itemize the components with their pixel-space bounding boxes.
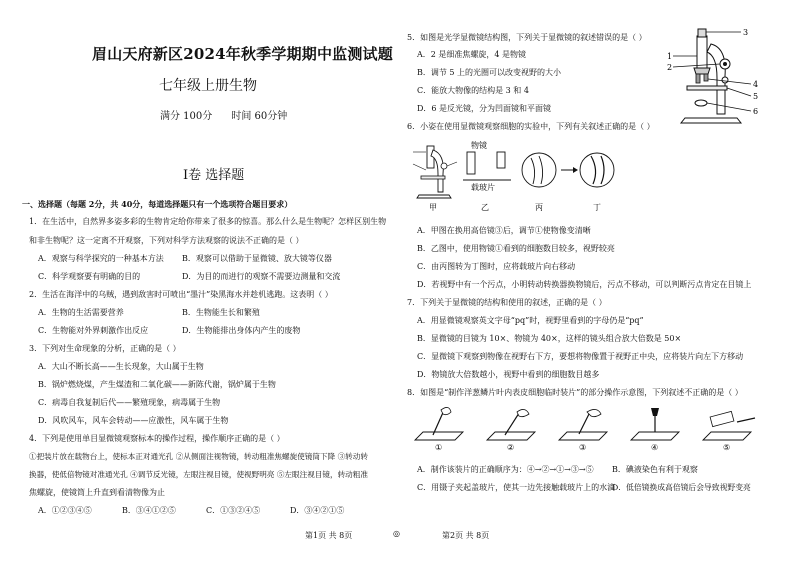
fig-label-yi: 乙 xyxy=(481,203,489,212)
q7-stem: 7．下列关于显微镜的结构和使用的叙述，正确的是（ ） xyxy=(407,298,607,307)
q2-option-c: C．生物能对外界刺激作出反应 xyxy=(38,326,149,335)
svg-text:②: ② xyxy=(507,443,515,452)
q5-option-b: B．调节 5 上的光圈可以改变视野的大小 xyxy=(417,68,562,77)
q3-option-d: D．风吹风车，风车会转动——应激性，风车属于生物 xyxy=(38,416,229,425)
q6-option-a: A．甲图在换用高倍镜③后，调节①使物像变清晰 xyxy=(417,226,591,235)
q5-label-5: 5 xyxy=(753,92,759,101)
q5-label-6: 6 xyxy=(753,107,759,116)
q5-option-c: C．能放大物像的结构是 3 和 4 xyxy=(417,86,529,95)
fig-label-jia: 甲 xyxy=(429,203,437,212)
q4-option-c: C．①③②④⑤ xyxy=(206,506,261,515)
q1-option-d: D．为目的而进行的观察不需要边测量和交流 xyxy=(182,272,341,281)
q4-stem: 4．下列是使用单目显微镜观察标本的操作过程，操作顺序正确的是（ ） xyxy=(29,434,285,443)
q1-stem-line-2: 和非生物呢？这一定离不开观察，下列对科学方法观察的说法不正确的是（ ） xyxy=(29,236,304,245)
center-mark: ◎ xyxy=(393,529,400,538)
q6-figure xyxy=(411,140,631,220)
q6-option-d: D．若视野中有一个污点，小明转动转换器换物镜后，污点不移动，可以判断污点肯定在目镜上 xyxy=(417,280,752,289)
q5-option-a: A．2 是细准焦螺旋，4 是物镜 xyxy=(417,50,527,59)
q4-option-d: D．③④②①⑤ xyxy=(290,506,345,515)
svg-text:①: ① xyxy=(435,443,443,452)
page-1-footer: 第1页 共 8页 xyxy=(305,531,353,540)
q7-option-a: A．用显微镜观察英文字母“pq”时，视野里看到的字母仍是“pq” xyxy=(417,316,644,325)
q8-option-c: C．用镊子夹起盖玻片，使其一边先接触载玻片上的水滴 xyxy=(417,483,616,492)
q3-stem: 3．下列对生命现象的分析，正确的是（ ） xyxy=(29,344,181,353)
svg-text:③: ③ xyxy=(579,443,587,452)
q2-option-a: A．生物的生活需要营养 xyxy=(38,308,124,317)
q8-option-d: D．低倍镜换成高倍镜后会导致视野变亮 xyxy=(612,483,751,492)
q8-option-b: B．碘液染色有利于观察 xyxy=(612,465,698,474)
q8-step-3 xyxy=(559,409,607,452)
q3-option-a: A．大山不断长高——生长现象，大山属于生物 xyxy=(38,362,204,371)
q4-option-b: B．③④①②⑤ xyxy=(122,506,176,515)
figure-jia-microscope xyxy=(417,146,451,198)
q5-label-1: 1 xyxy=(667,52,673,61)
q7-option-c: C．显微镜下观察到物像在视野右下方，要想将物像置于视野正中央，应将装片向左下方移动 xyxy=(417,352,744,361)
q6-stem: 6．小姿在使用显微镜观察细胞的实验中，下列有关叙述正确的是（ ） xyxy=(407,122,655,131)
fig-label-objective: 物镜 xyxy=(471,141,487,150)
q8-step-5 xyxy=(703,411,755,452)
q1-option-b: B．观察可以借助于显微镜、放大镜等仪器 xyxy=(182,254,332,263)
section-heading: 一、选择题（每题 2分，共 40分，每道选择题只有一个选项符合题目要求） xyxy=(22,199,293,209)
q1-stem-line-1: 1．在生活中，自然界多姿多彩的生物肯定给你带来了很多的惊喜。那么什么是生物呢？怎样区别生物 xyxy=(29,217,387,226)
q8-option-a: A．制作该装片的正确顺序为：④→②→①→③→⑤ xyxy=(417,465,594,474)
q7-option-d: D．物镜放大倍数越小，视野中看到的细胞数目越多 xyxy=(417,370,600,379)
q4-steps-line-1: ①把装片放在载物台上，使标本正对通光孔 ②从侧面注视物镜，转动粗准焦螺旋使镜筒下降 ③转动转 xyxy=(29,452,368,461)
fig-label-slide: 载玻片 xyxy=(471,183,495,192)
q1-option-a: A．观察与科学探究的一种基本方法 xyxy=(38,254,164,263)
q4-option-a: A．①②③④⑤ xyxy=(38,506,92,515)
volume-heading: Ⅰ卷 选择题 xyxy=(183,168,245,183)
q2-stem: 2．生活在海洋中的乌贼，遇到敌害时可喷出“墨汁”染黑海水并趁机逃跑。这表明（ ） xyxy=(29,290,333,299)
q2-option-d: D．生物能排出身体内产生的废物 xyxy=(182,326,301,335)
q2-option-b: B．生物能生长和繁殖 xyxy=(182,308,260,317)
q4-steps-line-2: 换器，使低倍物镜对准通光孔 ④调节反光镜，左眼注视目镜，使视野明亮 ⑤左眼注视目镜，转动粗准 xyxy=(29,470,368,479)
exam-subtitle: 七年级上册生物 xyxy=(159,78,257,94)
page-2-footer: 第2页 共 8页 xyxy=(442,531,490,540)
q3-option-b: B．锅炉燃烧煤，产生煤渣和二氧化碳——新陈代谢，锅炉属于生物 xyxy=(38,380,276,389)
q4-steps-line-3: 焦螺旋，使镜筒上升直到看清物像为止 xyxy=(29,488,165,497)
q5-label-4: 4 xyxy=(753,80,759,89)
fig-label-bing: 丙 xyxy=(535,203,543,212)
page-2 xyxy=(397,0,794,561)
q1-option-c: C．科学观察要有明确的目的 xyxy=(38,272,141,281)
svg-text:⑤: ⑤ xyxy=(723,443,731,452)
svg-text:④: ④ xyxy=(651,443,659,452)
q5-label-2: 2 xyxy=(667,63,673,72)
microscope-figure xyxy=(667,26,787,126)
q5-label-3: 3 xyxy=(743,28,749,37)
fig-label-ding: 丁 xyxy=(593,203,601,212)
q5-stem: 5．如图是光学显微镜结构图，下列关于显微镜的叙述错误的是（ ） xyxy=(407,33,647,42)
q8-step-2 xyxy=(487,409,535,452)
q8-step-4 xyxy=(631,408,679,452)
q8-figure xyxy=(411,402,781,452)
q8-stem: 8．如图是“制作洋葱鳞片叶内表皮细胞临时装片”的部分操作示意图，下列叙述不正确的是（ ） xyxy=(407,388,743,397)
q6-option-b: B．乙图中，使用物镜①看到的细胞数目较多，视野较亮 xyxy=(417,244,615,253)
score-time-line: 满分 100分 时间 60分钟 xyxy=(160,111,288,122)
q3-option-c: C．病毒自我复制后代——繁殖现象，病毒属于生物 xyxy=(38,398,221,407)
exam-title: 眉山天府新区2024年秋季学期期中监测试题 xyxy=(92,45,393,63)
q7-option-b: B．显微镜的目镜为 10×、物镜为 40×，这样的镜头组合放大倍数是 50× xyxy=(417,334,682,343)
q6-option-c: C．由丙图转为丁图时，应将载玻片向右移动 xyxy=(417,262,576,271)
q8-step-1 xyxy=(415,407,463,452)
q5-option-d: D．6 是反光镜，分为凹面镜和平面镜 xyxy=(417,104,552,113)
